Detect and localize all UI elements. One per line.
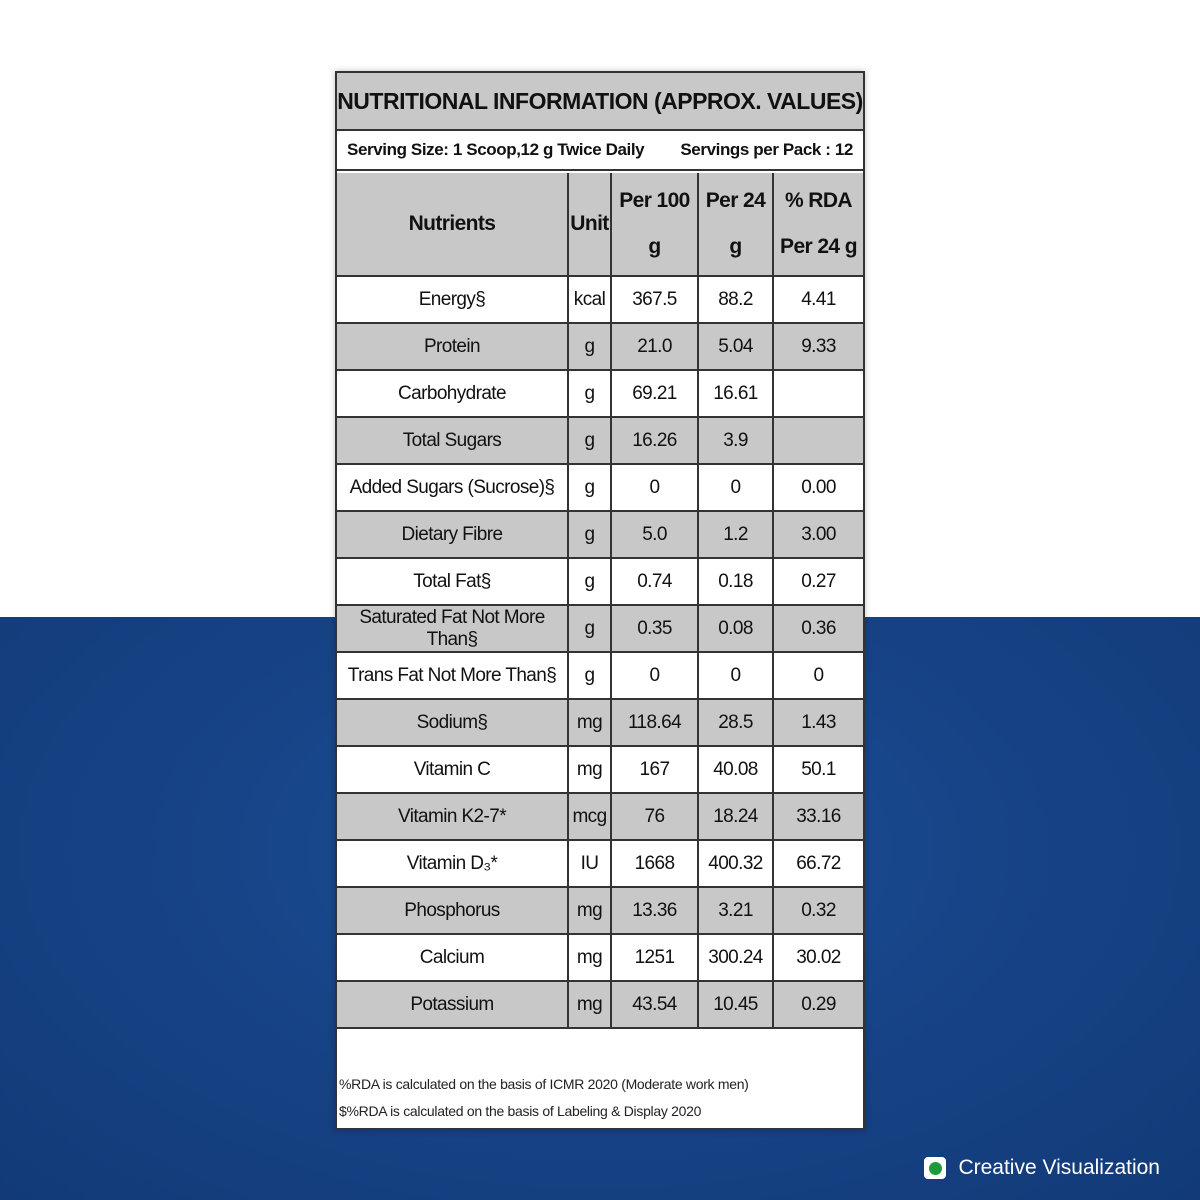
header-rda [773, 173, 863, 276]
value-rda: 1.43 [773, 699, 863, 746]
nutrient-name: Potassium [337, 981, 568, 1028]
nutrient-unit: g [568, 605, 611, 652]
nutrient-name: Total Fat§ [337, 558, 568, 605]
serving-size: Serving Size: 1 Scoop,12 g Twice Daily [347, 140, 645, 159]
value-rda [773, 417, 863, 464]
nutrient-name: Sodium§ [337, 699, 568, 746]
value-per-24g: 3.21 [698, 887, 773, 934]
value-rda: 0.36 [773, 605, 863, 652]
value-per-100g: 0.74 [611, 558, 698, 605]
value-rda: 66.72 [773, 840, 863, 887]
nutrient-unit: IU [568, 840, 611, 887]
value-per-24g: 0.18 [698, 558, 773, 605]
value-rda: 4.41 [773, 276, 863, 323]
nutrient-unit: g [568, 558, 611, 605]
value-rda: 0.29 [773, 981, 863, 1028]
value-per-24g: 5.04 [698, 323, 773, 370]
value-per-24g: 88.2 [698, 276, 773, 323]
nutrient-name: Vitamin C [337, 746, 568, 793]
table-row [337, 323, 863, 370]
nutrient-unit: g [568, 464, 611, 511]
nutrient-name: Added Sugars (Sucrose)§ [337, 464, 568, 511]
table-row [337, 793, 863, 840]
value-per-100g: 367.5 [611, 276, 698, 323]
table-row [337, 511, 863, 558]
value-per-100g: 118.64 [611, 699, 698, 746]
header-unit: Unit [568, 173, 611, 276]
value-per-24g: 300.24 [698, 934, 773, 981]
header-nutrients: Nutrients [337, 173, 568, 276]
value-per-24g: 0 [698, 464, 773, 511]
value-per-24g: 400.32 [698, 840, 773, 887]
table-row [337, 840, 863, 887]
nutrient-name: Saturated Fat Not More Than§ [337, 605, 568, 652]
table-row [337, 699, 863, 746]
value-per-100g: 43.54 [611, 981, 698, 1028]
table-row [337, 887, 863, 934]
table-row [337, 558, 863, 605]
value-per-24g: 28.5 [698, 699, 773, 746]
value-per-24g: 3.9 [698, 417, 773, 464]
nutrient-unit: kcal [568, 276, 611, 323]
table-header-row [337, 173, 863, 276]
nutrient-unit: g [568, 511, 611, 558]
nutrient-unit: g [568, 417, 611, 464]
header-rda-line1: % RDA [784, 189, 852, 212]
value-rda: 30.02 [773, 934, 863, 981]
nutrient-name: Protein [337, 323, 568, 370]
table-body [337, 276, 863, 1028]
serving-info [337, 131, 863, 171]
value-per-24g: 0.08 [698, 605, 773, 652]
nutrient-unit: mg [568, 981, 611, 1028]
value-rda: 9.33 [773, 323, 863, 370]
nutrient-name: Vitamin D₃* [337, 840, 568, 887]
table-row [337, 370, 863, 417]
value-rda: 0.00 [773, 464, 863, 511]
value-rda: 0.32 [773, 887, 863, 934]
table-row [337, 934, 863, 981]
value-rda: 50.1 [773, 746, 863, 793]
value-rda: 0.27 [773, 558, 863, 605]
nutrient-name: Dietary Fibre [337, 511, 568, 558]
value-rda: 33.16 [773, 793, 863, 840]
value-per-100g: 13.36 [611, 887, 698, 934]
value-per-100g: 5.0 [611, 511, 698, 558]
table-row [337, 981, 863, 1028]
nutrition-label [335, 71, 865, 1130]
table-row [337, 464, 863, 511]
nutrient-name: Vitamin K2-7* [337, 793, 568, 840]
value-per-100g: 0 [611, 652, 698, 699]
footnotes [337, 1063, 863, 1125]
nutrition-table [337, 173, 863, 1029]
nutrient-unit: mg [568, 746, 611, 793]
nutrient-name: Calcium [337, 934, 568, 981]
servings-per-pack: Servings per Pack : 12 [680, 140, 853, 159]
value-per-100g: 76 [611, 793, 698, 840]
label-title: NUTRITIONAL INFORMATION (APPROX. VALUES) [337, 73, 863, 131]
header-per-24g: Per 24 g [698, 173, 773, 276]
value-per-100g: 69.21 [611, 370, 698, 417]
value-per-100g: 16.26 [611, 417, 698, 464]
table-row [337, 605, 863, 652]
value-rda: 0 [773, 652, 863, 699]
value-per-100g: 0 [611, 464, 698, 511]
value-per-24g: 0 [698, 652, 773, 699]
value-per-100g: 1251 [611, 934, 698, 981]
nutrient-unit: g [568, 323, 611, 370]
table-row [337, 652, 863, 699]
nutrient-name: Phosphorus [337, 887, 568, 934]
table-row [337, 417, 863, 464]
value-per-100g: 0.35 [611, 605, 698, 652]
header-rda-line2: Per 24 g [780, 235, 857, 258]
nutrient-unit: mg [568, 934, 611, 981]
nutrient-unit: g [568, 652, 611, 699]
brand-label: Creative Visualization [958, 1156, 1160, 1179]
header-per-100g: Per 100 g [611, 173, 698, 276]
nutrient-name: Total Sugars [337, 417, 568, 464]
table-row [337, 746, 863, 793]
nutrient-unit: mg [568, 699, 611, 746]
value-rda: 3.00 [773, 511, 863, 558]
nutrient-unit: mg [568, 887, 611, 934]
nutrient-unit: mcg [568, 793, 611, 840]
value-per-24g: 18.24 [698, 793, 773, 840]
nutrient-unit: g [568, 370, 611, 417]
value-per-24g: 40.08 [698, 746, 773, 793]
footnote-icmr: %RDA is calculated on the basis of ICMR 2020 (Moderate work men) [339, 1076, 749, 1092]
value-per-24g: 10.45 [698, 981, 773, 1028]
veg-symbol-icon [924, 1157, 946, 1179]
value-per-100g: 167 [611, 746, 698, 793]
brand-badge [924, 1156, 1160, 1180]
value-per-100g: 21.0 [611, 323, 698, 370]
nutrient-name: Carbohydrate [337, 370, 568, 417]
value-per-24g: 1.2 [698, 511, 773, 558]
footnote-labeling: $%RDA is calculated on the basis of Labeling & Display 2020 [339, 1103, 702, 1119]
table-row [337, 276, 863, 323]
value-rda [773, 370, 863, 417]
nutrient-name: Energy§ [337, 276, 568, 323]
value-per-24g: 16.61 [698, 370, 773, 417]
nutrient-name: Trans Fat Not More Than§ [337, 652, 568, 699]
value-per-100g: 1668 [611, 840, 698, 887]
